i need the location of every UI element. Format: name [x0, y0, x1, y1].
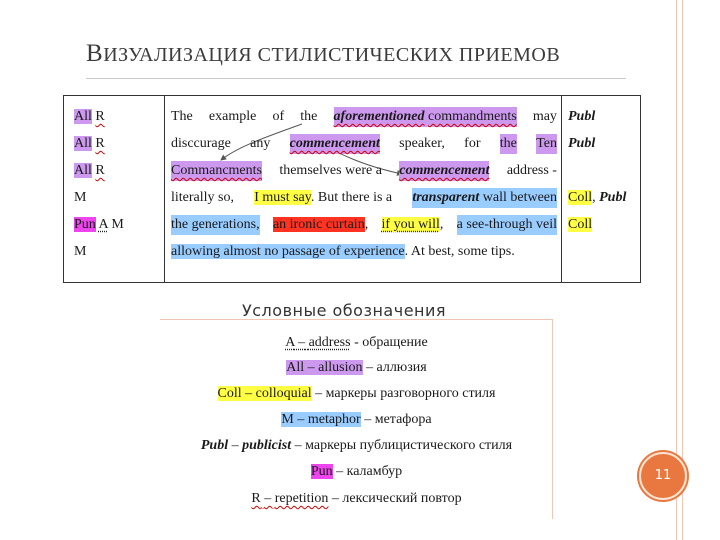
legend-item-metaphor: M – metaphor – метафора: [281, 412, 432, 427]
table-row: All R Commancments themselves were a commencement address -: [64, 161, 640, 185]
table-row: Pun A M the generations, an ironic curtain, if you will, a see-through veil Coll: [64, 215, 640, 239]
table-row: M allowing almost no passage of experience. At best, some tips.: [74, 244, 515, 259]
legend-item-address: A – address - обращение: [285, 335, 428, 350]
legend-item-pun: Pun – каламбур: [310, 464, 403, 479]
page-number-badge: 11: [639, 452, 687, 500]
table-row: M literally so, I must say. But there is a transparent wall between Coll, Publ: [64, 188, 640, 212]
legend-item-allusion: All – allusion – аллюзия: [286, 360, 427, 375]
legend-item-publicist: Publ – publicist – маркеры публицистического стиля: [200, 438, 513, 453]
slide-title: ВИЗУАЛИЗАЦИЯ СТИЛИСТИЧЕСКИХ ПРИЕМОВ: [86, 40, 561, 67]
legend-title: Условные обозначения: [242, 301, 447, 320]
annotated-text-table: [63, 95, 641, 283]
legend-item-colloquial: Coll – colloquial – маркеры разговорного стиля: [217, 386, 496, 401]
table-row: All R The example of the aforementioned commandments may Publ: [64, 107, 640, 131]
title-underline: [86, 78, 626, 79]
table-row: All R disccurage any commencement speaker, for the Ten Publ: [64, 134, 640, 158]
legend-item-repetition: R – repetition – лексический повтор: [251, 491, 462, 506]
